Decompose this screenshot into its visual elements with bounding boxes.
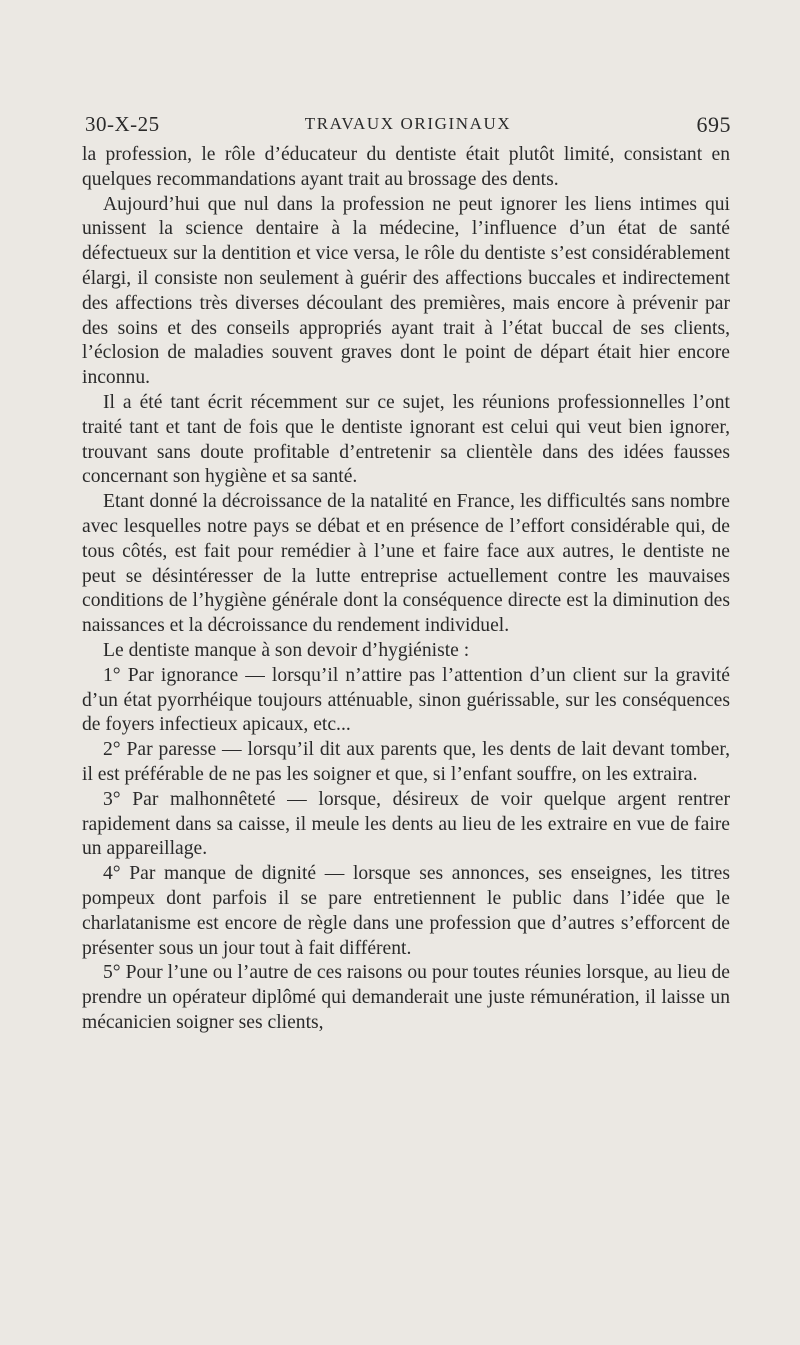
body-text — [82, 143, 730, 1036]
paragraph: Etant donné la décroissance de la natalité en France, les difficultés sans nombre avec lesquelles notre pays se débat et en présence de l’effort considérable qui, de tous côtés, est fait pour remédier à l’une et faire face aux autres, le dentiste ne peut se désintéresser de la lutte entreprise actuellement contre les mauvaises conditions de l’hygiène générale dont la conséquence directe est la diminution des naissances et la décroissance du rendement individuel. — [82, 491, 730, 637]
paragraph: Aujourd’hui que nul dans la profession ne peut ignorer les liens intimes qui unissent la science dentaire à la médecine, l’influence d’un état de santé défectueux sur la dentition et vice versa, le rôle du dentiste s’est considérablement élargi, il consiste non seulement à guérir des affections buccales et indirectement des affections très diverses découlant des premières, mais encore à prévenir par des soins et des conseils appropriés ayant trait à l’état buccal de ses clients, l’éclosion de maladies souvent graves dont le point de départ était hier encore inconnu. — [82, 193, 730, 389]
issue-date: 30-X-25 — [85, 112, 160, 136]
paragraph: Il a été tant écrit récemment sur ce sujet, les réunions professionnelles l’ont traité tant et tant de fois que le dentiste ignorant est celui qui veut bien ignorer, trouvant sans doute profitable d’entretenir sa clientèle dans des idées fausses concernant son hygiène et sa santé. — [82, 391, 730, 488]
list-item: 2° Par paresse — lorsqu’il dit aux parents que, les dents de lait devant tomber, il est préférable de ne pas les soigner et que, si l’enfant souffre, on les extraira. — [82, 739, 730, 785]
list-item: 3° Par malhonnêteté — lorsque, désireux de voir quelque argent rentrer rapidement dans sa caisse, il meule les dents au lieu de les extraire en vue de faire un appareillage. — [82, 788, 730, 860]
list-item: 1° Par ignorance — lorsqu’il n’attire pas l’attention d’un client sur la gravité d’un état pyorrhéique toujours atténuable, sinon guérissable, sur les conséquences de foyers infectieux apicaux, etc... — [82, 664, 730, 736]
list-item: 4° Par manque de dignité — lorsque ses annonces, ses enseignes, les titres pompeux dont parfois il se pare entretiennent le public dans l’idée que le charlatanisme est encore de règle dans une profession que d’autres s’efforcent de présenter sous un jour tout à fait différent. — [82, 863, 730, 959]
section-title: TRAVAUX ORIGINAUX — [304, 114, 512, 133]
list-item: 5° Pour l’une ou l’autre de ces raisons ou pour toutes réunies lorsque, au lieu de prendre un opérateur diplômé qui demanderait une juste rémunération, il laisse un mécanicien soigner ses clients, — [82, 962, 730, 1033]
paragraph-list-intro: Le dentiste manque à son devoir d’hygiéniste : — [103, 639, 470, 661]
page-number: 695 — [696, 112, 731, 137]
running-head — [85, 112, 731, 140]
paragraph-continuation: la profession, le rôle d’éducateur du dentiste était plutôt limité, consistant en quelques recommandations ayant trait au brossage des dents. — [82, 144, 730, 190]
